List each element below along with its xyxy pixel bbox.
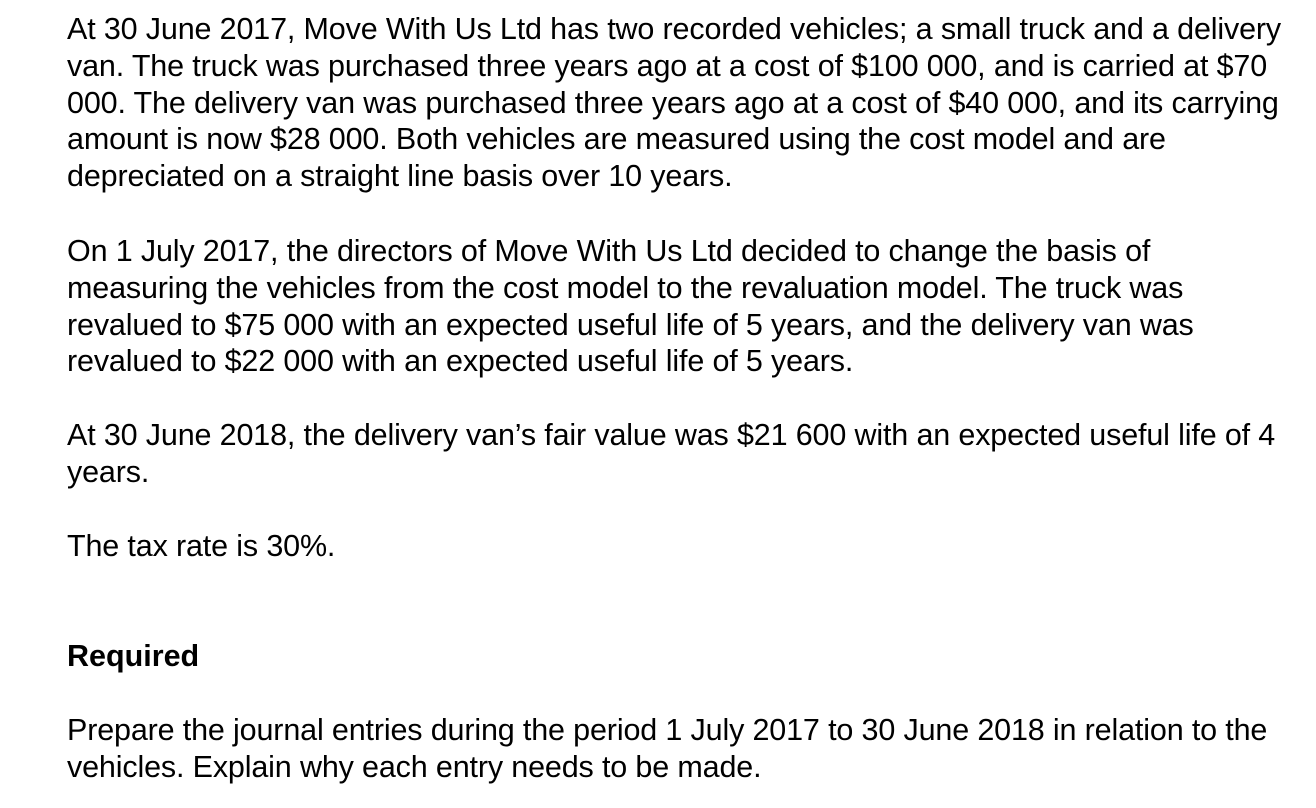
- required-heading: Required: [67, 639, 200, 673]
- paragraph-background: At 30 June 2017, Move With Us Ltd has two recorded vehicles; a small truck and a delivery van. The truck was purchased three years ago at a cost of $100 000, and is carried at $70 000. The delivery van was purchased three years ago at a cost of $40 000, and its carrying amount is now $28 000. Both vehicles are measured using the cost model and are depreciated on a straight line basis over 10 years.: [67, 12, 1282, 194]
- paragraph-revaluation: On 1 July 2017, the directors of Move With Us Ltd decided to change the basis of measuring the vehicles from the cost model to the revaluation model. The truck was revalued to $75 000 with an expected useful life of 5 years, and the delivery van was revalued to $22 000 with an expected useful life of 5 years.: [67, 234, 1194, 379]
- required-instructions: Prepare the journal entries during the period 1 July 2017 to 30 June 2018 in relation to the vehicles. Explain why each entry needs to be made.: [67, 713, 1268, 784]
- paragraph-fair-value: At 30 June 2018, the delivery van’s fair value was $21 600 with an expected useful life of 4 years.: [67, 418, 1276, 489]
- paragraph-tax-rate: The tax rate is 30%.: [67, 529, 336, 563]
